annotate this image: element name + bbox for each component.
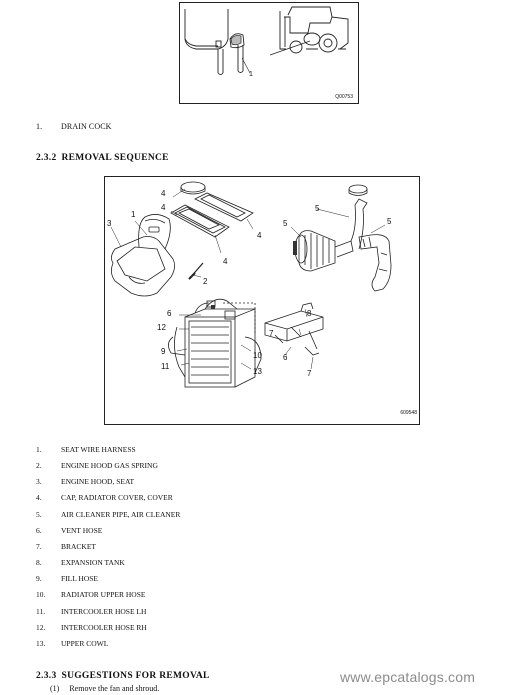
list-text: INTERCOOLER HOSE RH: [61, 623, 147, 632]
list-text: UPPER COWL: [61, 639, 109, 648]
list-text: ENGINE HOOD GAS SPRING: [61, 461, 158, 470]
callout-5-pipe-right: 5: [387, 217, 392, 226]
list-item: [36, 590, 336, 602]
list-item: [36, 493, 336, 505]
suggestion-number: (1): [50, 684, 60, 693]
callout-5-pipe-top: 5: [315, 204, 320, 213]
list-item: [36, 542, 336, 554]
list-item: [36, 639, 336, 651]
callout-6-top: 6: [167, 309, 172, 318]
watermark: www.epcatalogs.com: [340, 669, 476, 685]
callout-7-left: 7: [269, 329, 274, 338]
list-number: 9.: [36, 574, 42, 583]
section-number: 2.3.3: [36, 671, 57, 681]
suggestion-item: [50, 684, 159, 693]
list-item: [36, 607, 336, 619]
list-number: 12.: [36, 623, 46, 632]
section-title: REMOVAL SEQUENCE: [61, 153, 169, 163]
list-text: AIR CLEANER PIPE, AIR CLEANER: [61, 510, 181, 519]
list-number: 2.: [36, 461, 42, 470]
callout-6-right: 6: [283, 353, 288, 362]
list-item: [36, 526, 336, 538]
list-number: 13.: [36, 639, 46, 648]
callout-5-cleaner: 5: [283, 219, 288, 228]
figure-removal-sequence: [104, 176, 420, 425]
figure1-code: Q00753: [335, 94, 353, 100]
list-number: 6.: [36, 526, 42, 535]
list-number: 3.: [36, 477, 42, 486]
list-item: [36, 510, 336, 522]
list-text: EXPANSION TANK: [61, 558, 125, 567]
drain-cock-illustration: [180, 3, 358, 103]
list-number: 10.: [36, 590, 46, 599]
list-number: 7.: [36, 542, 42, 551]
callout-10: 10: [253, 351, 262, 360]
caption-number: 1.: [36, 122, 43, 131]
list-text: VENT HOSE: [61, 526, 103, 535]
list-text: SEAT WIRE HARNESS: [61, 445, 136, 454]
figure2-callouts: [105, 177, 419, 424]
list-item: [36, 558, 336, 570]
callout-4-cover-left: 4: [161, 203, 166, 212]
callout-2: 2: [203, 277, 208, 286]
list-text: CAP, RADIATOR COVER, COVER: [61, 493, 173, 502]
figure-drain-cock: [179, 2, 359, 104]
callout-12: 12: [157, 323, 166, 332]
list-number: 8.: [36, 558, 42, 567]
list-text: FILL HOSE: [61, 574, 99, 583]
list-text: BRACKET: [61, 542, 97, 551]
callout-1: 1: [131, 210, 136, 219]
list-item: [36, 445, 336, 457]
figure2-code: 609548: [400, 410, 417, 416]
list-item: [36, 623, 336, 635]
callout-4-cap: 4: [161, 189, 166, 198]
callout-4-cover-right: 4: [257, 231, 262, 240]
list-number: 4.: [36, 493, 42, 502]
list-text: RADIATOR UPPER HOSE: [61, 590, 146, 599]
figure1-callout-1: 1: [249, 71, 253, 78]
section-heading-removal-sequence: [36, 153, 169, 163]
callout-4-cover-bottom: 4: [223, 257, 228, 266]
section-title: SUGGESTIONS FOR REMOVAL: [61, 671, 210, 681]
list-item: [36, 574, 336, 586]
section-number: 2.3.2: [36, 153, 57, 163]
caption-text: DRAIN COCK: [61, 122, 112, 131]
callout-3: 3: [107, 219, 112, 228]
list-number: 5.: [36, 510, 42, 519]
list-item: [36, 461, 336, 473]
list-text: INTERCOOLER HOSE LH: [61, 607, 147, 616]
figure1-caption: [36, 122, 236, 133]
section-heading-suggestions: [36, 671, 210, 681]
callout-9: 9: [161, 347, 166, 356]
list-text: ENGINE HOOD, SEAT: [61, 477, 135, 486]
callout-8: 8: [307, 309, 312, 318]
list-number: 1.: [36, 445, 42, 454]
list-item: [36, 477, 336, 489]
suggestion-text: Remove the fan and shroud.: [69, 684, 160, 693]
callout-7-right: 7: [307, 369, 312, 378]
callout-13: 13: [253, 367, 262, 376]
list-number: 11.: [36, 607, 46, 616]
callout-11: 11: [161, 362, 170, 371]
